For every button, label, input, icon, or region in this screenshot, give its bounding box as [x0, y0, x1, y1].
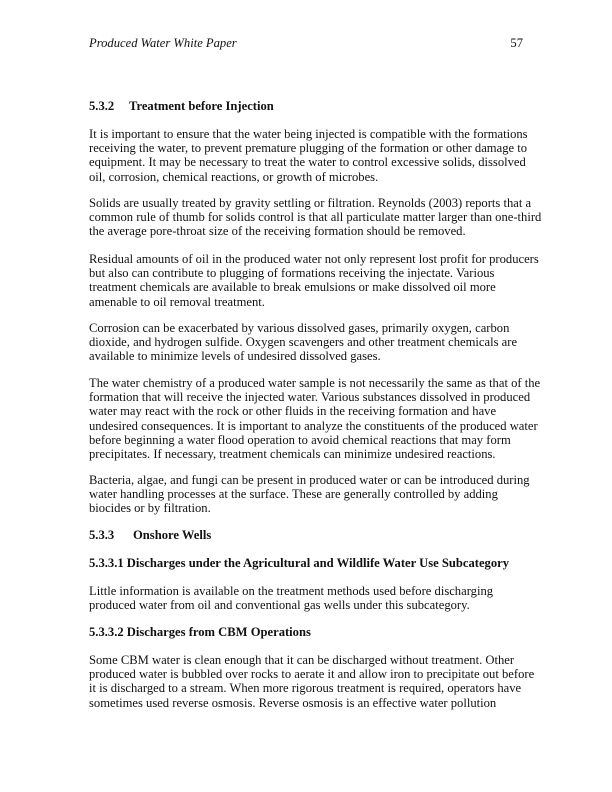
text-line: formation that will receive the injected water. Various substances dissolved in produced: [89, 390, 531, 405]
text-line: receiving the water, to prevent premature plugging of the formation or other damage to: [89, 141, 528, 156]
text-line: Bacteria, algae, and fungi can be present in produced water or can be introduced during: [89, 473, 530, 487]
section-title: 5.3.3.1 Discharges under the Agricultural and Wildlife Water Use Subcategory: [89, 556, 510, 570]
section-title: Treatment before Injection: [129, 99, 274, 113]
text-line: biocides or by filtration.: [89, 501, 211, 516]
text-line: treatment chemicals are available to break emulsions or make dissolved oil more: [89, 280, 496, 295]
page-number: 57: [510, 36, 523, 50]
text-line: water handling processes at the surface. These are generally controlled by adding: [89, 487, 498, 502]
section-heading-5-3-2: [89, 99, 529, 114]
paragraph: [89, 584, 529, 612]
paragraph: [89, 376, 541, 462]
paragraph: [89, 321, 529, 364]
text-line: produced water is bubbled over rocks to aerate it and allow iron to precipitate out before: [89, 667, 535, 682]
section-number: 5.3.3: [89, 528, 115, 542]
section-title: 5.3.3.2 Discharges from CBM Operations: [89, 625, 311, 639]
paragraph: [89, 127, 529, 184]
text-line: the average pore-throat size of the receiving formation should be removed.: [89, 224, 466, 239]
text-line: It is important to ensure that the water being injected is compatible with the formations: [89, 127, 528, 141]
text-line: it is discharged to a stream. When more rigorous treatment is required, operators have: [89, 681, 522, 696]
text-line: precipitates. If necessary, treatment chemicals can minimize undesired reactions.: [89, 447, 496, 462]
text-line: but also can contribute to plugging of formations receiving the injectate. Various: [89, 266, 495, 281]
text-line: produced water from oil and conventional gas wells under this subcategory.: [89, 598, 470, 613]
paragraph: [89, 252, 539, 309]
text-line: available to minimize levels of undesired dissolved gases.: [89, 349, 381, 364]
section-title: Onshore Wells: [133, 528, 212, 542]
text-line: The water chemistry of a produced water sample is not necessarily the same as that of the: [89, 376, 541, 390]
text-line: Corrosion can be exacerbated by various dissolved gases, primarily oxygen, carbon: [89, 321, 510, 335]
section-heading-5-3-3-2: [89, 625, 529, 640]
text-line: Some CBM water is clean enough that it can be discharged without treatment. Other: [89, 653, 515, 667]
text-line: Residual amounts of oil in the produced water not only represent lost profit for producers: [89, 252, 539, 266]
text-line: Little information is available on the treatment methods used before discharging: [89, 584, 494, 598]
paragraph: [89, 196, 542, 239]
page-header: [89, 36, 523, 52]
section-heading-5-3-3-1: [89, 556, 529, 571]
text-line: oil, corrosion, chemical reactions, or growth of microbes.: [89, 169, 379, 184]
text-line: undesired consequences. It is important to analyze the constituents of the produced water: [89, 418, 538, 433]
text-line: water may react with the rock or other fluids in the receiving formation and have: [89, 404, 497, 419]
paragraph: [89, 653, 535, 710]
section-heading-5-3-3: [89, 528, 529, 543]
section-number: 5.3.2: [89, 99, 115, 113]
text-line: before beginning a water flood operation to avoid chemical reactions that may form: [89, 432, 511, 447]
text-line: Solids are usually treated by gravity settling or filtration. Reynolds (2003) reports that a: [89, 196, 532, 210]
text-line: common rule of thumb for solids control is that all particulate matter larger than one-third: [89, 210, 542, 225]
document-title: Produced Water White Paper: [89, 36, 237, 50]
text-line: dioxide, and hydrogen sulfide. Oxygen scavengers and other treatment chemicals are: [89, 335, 518, 350]
text-line: equipment. It may be necessary to treat the water to control excessive solids, dissolved: [89, 155, 526, 170]
text-line: sometimes used reverse osmosis. Reverse osmosis is an effective water pollution: [89, 695, 497, 710]
paragraph: [89, 473, 529, 516]
text-line: amenable to oil removal treatment.: [89, 294, 265, 309]
